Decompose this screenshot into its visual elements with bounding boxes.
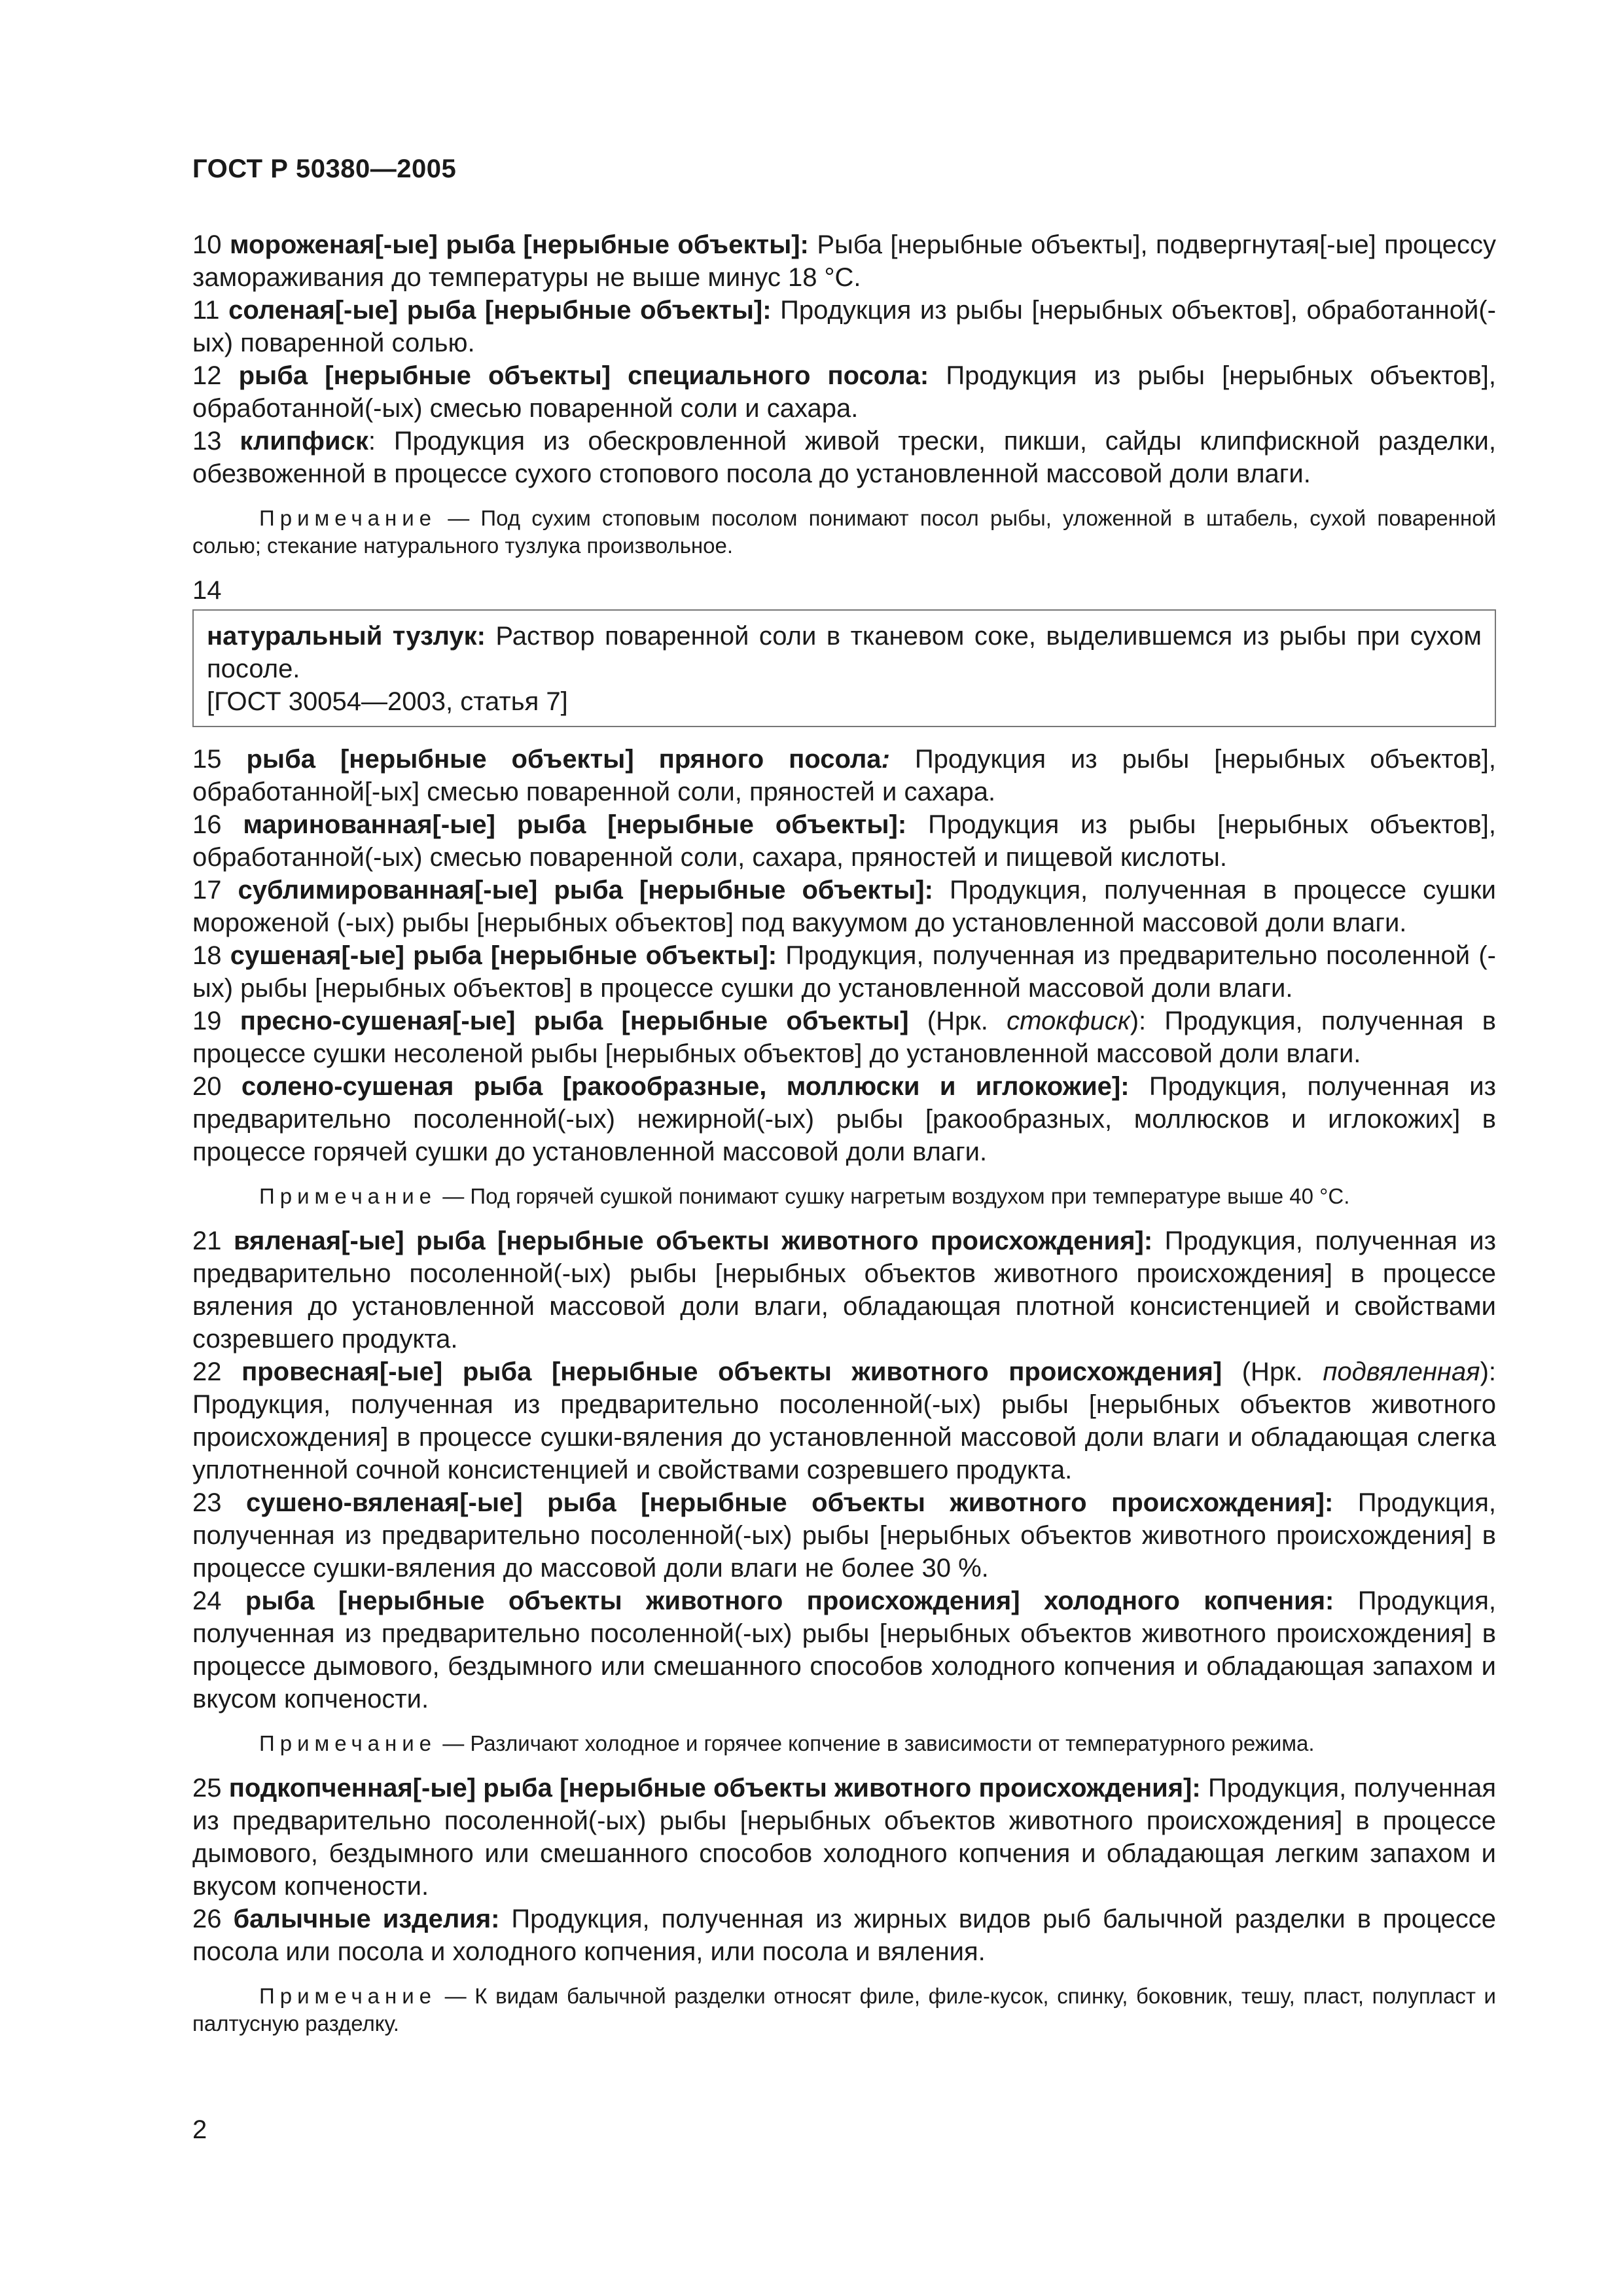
term-19: 19 пресно-сушеная[-ые] рыба [нерыбные объекты] (Нрк. стокфиск): Продукция, полученная в процессе сушки несоленой рыбы [нерыбных объектов] до установленной массовой доли влаги.	[192, 1007, 1496, 1068]
term-10: 10 мороженая[-ые] рыба [нерыбные объекты]: Рыба [нерыбные объекты], подвергнутая[-ые] процессу замораживания до температуры не выше минус 18 °С.	[192, 230, 1497, 292]
term-16: 16 маринованная[-ые] рыба [нерыбные объекты]: Продукция из рыбы [нерыбных объектов], обработанной(-ых) смесью поваренной соли, сахара, пряностей и пищевой кислоты.	[192, 810, 1496, 872]
term-18: 18 сушеная[-ые] рыба [нерыбные объекты]: Продукция, полученная из предварительно посоленной (-ых) рыбы [нерыбных объектов] в процессе сушки до установленной массовой доли влаги.	[192, 941, 1496, 1003]
term-11: 11 соленая[-ые] рыба [нерыбные объекты]: Продукция из рыбы [нерыбных объектов], обработанной(-ых) поваренной солью.	[192, 296, 1496, 357]
term-23: 23 сушено-вяленая[-ые] рыба [нерыбные объекты животного происхождения]: Продукция, полученная из предварительно посоленной(-ых) рыбы [нерыбных объектов животного происхождения] в процессе сушки-вяления до массовой доли влаги не более 30 %.	[192, 1488, 1496, 1583]
term-25: 25 подкопченная[-ые] рыба [нерыбные объекты животного происхождения]: Продукция, полученная из предварительно посоленной(-ых) рыбы [нерыбных объектов животного происхождения] в процессе дымового, бездымного или смешанного способов холодного копчения и обладающая легким запахом и вкусом копчености.	[192, 1774, 1496, 1901]
term-13: 13 клипфиск: Продукция из обескровленной живой трески, пикши, сайды клипфискной разделки, обезвоженной в процессе сухого стопового посола до установленной массовой доли влаги.	[192, 427, 1496, 488]
term-20: 20 солено-сушеная рыба [ракообразные, моллюски и иглокожие]: Продукция, полученная из предварительно посоленной(-ых) нежирной(-ых) рыбы [ракообразных, моллюсков и иглокожих] в процессе горячей сушки до установленной массовой доли влаги.	[192, 1072, 1496, 1166]
term-17: 17 сублимированная[-ые] рыба [нерыбные объекты]: Продукция, полученная в процессе сушки мороженой (-ых) рыбы [нерыбных объектов] под вакуумом до установленной массовой доли влаги.	[192, 876, 1497, 937]
note-4: Примечание — К видам балычной разделки относят филе, филе-кусок, спинку, боковник, тешу, пласт, полупласт и палтусную разделку.	[192, 1984, 1496, 2036]
note-3: Примечание — Различают холодное и горячее копчение в зависимости от температурного режима.	[259, 1731, 1315, 1755]
page-number: 2	[192, 2115, 207, 2144]
term-14-number: 14	[192, 576, 222, 605]
document-page	[192, 154, 1496, 2052]
term-14-reference: [ГОСТ 30054—2003, статья 7]	[207, 687, 568, 716]
term-21: 21 вяленая[-ые] рыба [нерыбные объекты животного происхождения]: Продукция, полученная из предварительно посоленной(-ых) рыбы [нерыбных объектов животного происхождения] в процессе вяления до установленной массовой доли влаги, обладающая плотной консистенцией и свойствами созревшего продукта.	[192, 1227, 1496, 1354]
note-1: Примечание — Под сухим стоповым посолом понимают посол рыбы, уложенной в штабель, сухой поваренной солью; стекание натурального тузлука произвольное.	[192, 506, 1496, 558]
document-header: ГОСТ Р 50380—2005	[192, 154, 457, 183]
term-14-box: натуральный тузлук: Раствор поваренной соли в тканевом соке, выделившемся из рыбы при сухом посоле. [ГОСТ 30054—2003, статья 7]	[192, 609, 1496, 727]
term-22: 22 провесная[-ые] рыба [нерыбные объекты животного происхождения] (Нрк. подвяленная): Продукция, полученная из предварительно посоленной(-ых) рыбы [нерыбных объектов животного происхождения] в процессе сушки-вяления до установленной массовой доли влаги и обладающая слегка уплотненной сочной консистенцией и свойствами созревшего продукта.	[192, 1357, 1496, 1484]
term-26: 26 балычные изделия: Продукция, полученная из жирных видов рыб балычной разделки в процессе посола или посола и холодного копчения, или посола и вяления.	[192, 1905, 1496, 1966]
term-12: 12 рыба [нерыбные объекты] специального посола: Продукция из рыбы [нерыбных объектов], обработанной(-ых) смесью поваренной соли и сахара.	[192, 361, 1496, 423]
term-15: 15 рыба [нерыбные объекты] пряного посола: Продукция из рыбы [нерыбных объектов], обработанной[-ых] смесью поваренной соли, пряностей и сахара.	[192, 745, 1496, 806]
term-24: 24 рыба [нерыбные объекты животного происхождения] холодного копчения: Продукция, полученная из предварительно посоленной(-ых) рыбы [нерыбных объектов животного происхождения] в процессе дымового, бездымного или смешанного способов холодного копчения и обладающая запахом и вкусом копчености.	[192, 1587, 1496, 1713]
note-2: Примечание — Под горячей сушкой понимают сушку нагретым воздухом при температуре выше 40 °С.	[259, 1184, 1350, 1208]
